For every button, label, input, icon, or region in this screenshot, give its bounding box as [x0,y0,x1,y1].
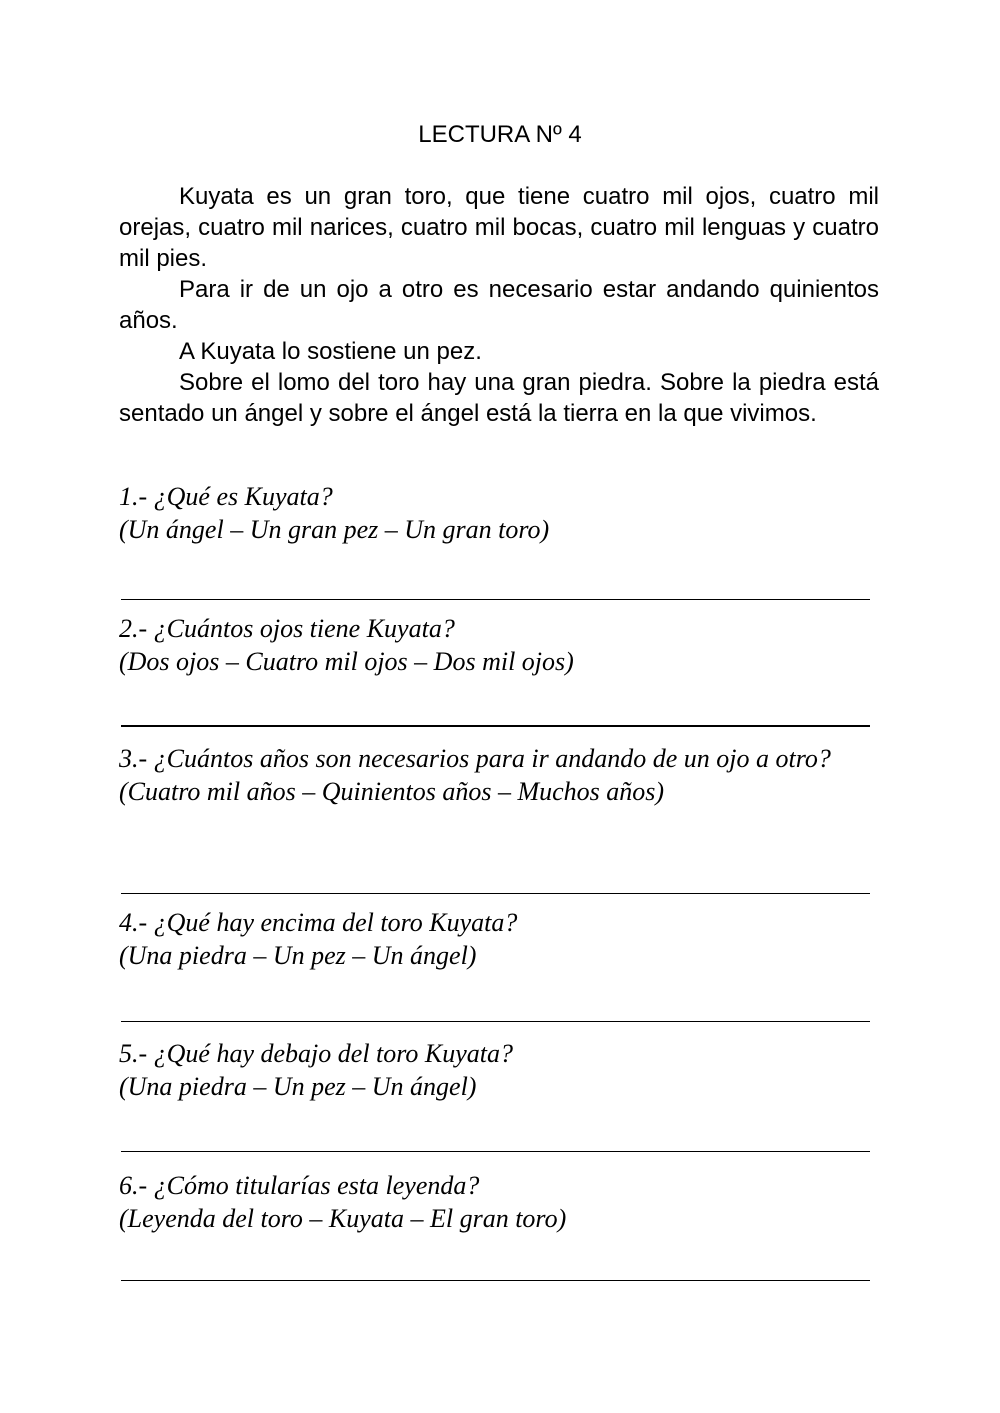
question-3 [119,743,879,808]
question-options: (Un ángel – Un gran pez – Un gran toro) [119,514,550,544]
question-text: 3.- ¿Cuántos años son necesarios para ir andando de un ojo a otro? [119,744,831,773]
reading-paragraph: Kuyata es un gran toro, que tiene cuatro mil ojos, cuatro mil orejas, cuatro mil narices, cuatro mil bocas, cuatro mil lenguas y cuatro mil pies. [119,183,879,272]
answer-line-2[interactable] [121,725,870,727]
question-2 [119,613,879,678]
answer-line-4[interactable] [121,1021,870,1022]
question-text: 6.- ¿Cómo titularías esta leyenda? [119,1171,480,1200]
question-options: (Cuatro mil años – Quinientos años – Muchos años) [119,776,665,806]
question-text: 1.- ¿Qué es Kuyata? [119,482,333,511]
question-options: (Leyenda del toro – Kuyata – El gran toro) [119,1203,567,1233]
question-options: (Una piedra – Un pez – Un ángel) [119,940,477,970]
question-5 [119,1038,879,1103]
reading-paragraph: Para ir de un ojo a otro es necesario estar andando quinientos años. [119,276,879,334]
reading-paragraph: Sobre el lomo del toro hay una gran piedra. Sobre la piedra está sentado un ángel y sobre el ángel está la tierra en la que vivimos. [119,369,879,427]
answer-line-1[interactable] [121,599,870,600]
question-options: (Una piedra – Un pez – Un ángel) [119,1071,477,1101]
reading-text [119,181,879,429]
question-text: 4.- ¿Qué hay encima del toro Kuyata? [119,908,518,937]
answer-line-3[interactable] [121,893,870,894]
answer-line-5[interactable] [121,1151,870,1152]
question-4 [119,907,879,972]
question-options: (Dos ojos – Cuatro mil ojos – Dos mil ojos) [119,646,574,676]
reading-paragraph: A Kuyata lo sostiene un pez. [179,338,482,365]
question-text: 2.- ¿Cuántos ojos tiene Kuyata? [119,614,455,643]
question-text: 5.- ¿Qué hay debajo del toro Kuyata? [119,1039,514,1068]
question-1 [119,481,879,546]
question-6 [119,1170,879,1235]
page-title: LECTURA Nº 4 [418,121,582,148]
answer-line-6[interactable] [121,1280,870,1281]
